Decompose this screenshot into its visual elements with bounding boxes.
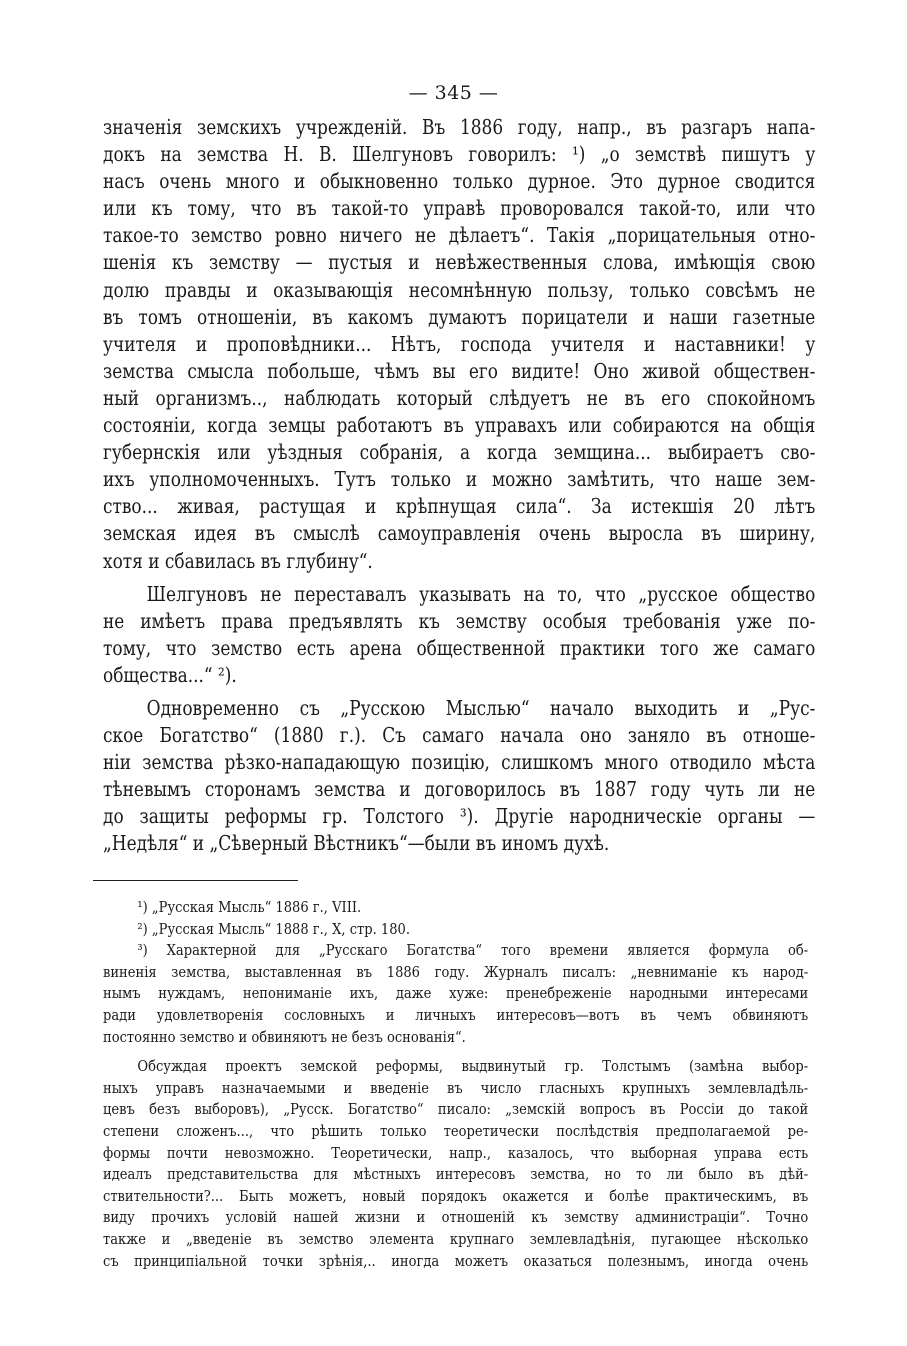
footnotes [103, 897, 809, 1272]
footnote-line: Обсуждая проектъ земской реформы, выдвинутый гр. Толстымъ (замѣна выбор- [137, 1057, 809, 1076]
footnote-line: постоянно земство и обвиняютъ не безъ основанія“. [103, 1027, 466, 1046]
text-line: такое-то земство ровно ничего не дѣлаетъ“. Такія „порицательныя отно- [103, 223, 816, 248]
text-line: ихъ уполномоченныхъ. Тутъ только и можно замѣтить, что наше зем- [103, 467, 816, 492]
text-line: значенія земскихъ учрежденій. Въ 1886 году, напр., въ разгаръ напа- [103, 115, 816, 139]
footnote-line: ствительности?... Быть можетъ, новый порядокъ окажется и болѣе практическимъ, въ [103, 1186, 809, 1205]
text-line: ское Богатство“ (1880 г.). Съ самаго начала оно заняло въ отноше- [103, 723, 816, 748]
text-line: „Недѣля“ и „Сѣверный Вѣстникъ“—были въ иномъ духѣ. [103, 831, 610, 856]
footnote-line: также и „введеніе въ земство элемента крупнаго землевладѣнія, пугающее нѣсколько [103, 1229, 809, 1248]
footnote-line: виду прочихъ условій нашей жизни и отношеній къ земству администраціи“. Точно [103, 1208, 809, 1227]
text-line: Одновременно съ „Русскою Мыслью“ начало выходить и „Рус- [146, 695, 816, 720]
footnote-line: ²) „Русская Мысль“ 1888 г., X, стр. 180. [137, 919, 411, 938]
footnote [103, 1056, 808, 1272]
text-line: тѣневымъ сторонамъ земства и договорилось въ 1887 году чуть ли не [103, 777, 816, 802]
footnote [103, 919, 808, 941]
footnote-line: идеалъ представительства для мѣстныхъ интересовъ земства, но то ли было въ дѣй- [103, 1165, 809, 1184]
text-line: губернскія или уѣздныя собранія, а когда земщина... выбираетъ сво- [103, 440, 816, 465]
footnote-separator [93, 880, 298, 881]
text-line: земства смысла побольше, чѣмъ вы его видите! Оно живой обществен- [103, 358, 816, 383]
text-line: шенія къ земству — пустыя и невѣжественныя слова, имѣющія свою [103, 250, 816, 275]
text-line: или къ тому, что въ такой-то управѣ проворовался такой-то, или что [103, 196, 816, 221]
text-line: Шелгуновъ не переставалъ указывать на то, что „русское общество [146, 581, 816, 606]
page-number: — 345 — [408, 82, 499, 104]
footnote-line: степени сложенъ..., что рѣшить только теоретически послѣдствія предполагаемой ре- [103, 1121, 809, 1140]
footnote-line: ¹) „Русская Мысль“ 1886 г., VIII. [137, 898, 362, 916]
body-paragraph [103, 695, 815, 858]
text-line: долю правды и оказывающія несомнѣнную пользу, только совсѣмъ не [103, 277, 816, 302]
footnote [103, 940, 808, 1048]
footnote-line: нымъ нуждамъ, непониманіе ихъ, даже хуже: пренебреженіе народными интересами [103, 984, 809, 1003]
text-line: тому, что земство есть арена общественной практики того же самаго [103, 635, 816, 660]
text-line: общества...“ ²). [103, 662, 237, 687]
text-line: хотя и сбавилась въ глубину“. [103, 548, 373, 573]
footnote-line: цевъ безъ выборовъ), „Русск. Богатство“ писало: „земскій вопросъ въ Россіи до такой [103, 1100, 809, 1119]
text-line: не имѣетъ права предъявлять къ земству особыя требованія уже по- [103, 608, 816, 633]
footnote-line: ныхъ управъ назначаемыми и введеніе въ число гласныхъ крупныхъ землевладѣль- [103, 1078, 809, 1097]
footnote-line: ³) Характерной для „Русскаго Богатства“ того времени является формула об- [137, 941, 809, 960]
main-text [103, 114, 816, 858]
footnote-line: формы почти невозможно. Теоретически, напр., казалось, что выборная управа есть [103, 1143, 809, 1162]
text-line: ство... живая, растущая и крѣпнущая сила“. За истекшія 20 лѣтъ [103, 494, 816, 519]
text-line: до защиты реформы гр. Толстого ³). Другіе народническіе органы — [103, 804, 816, 829]
text-line: насъ очень много и обыкновенно только дурное. Это дурное сводится [103, 169, 816, 194]
footnote [103, 897, 808, 919]
text-line: земская идея въ смыслѣ самоуправленія очень выросла въ ширину, [103, 521, 816, 546]
text-line: учителя и проповѣдники... Нѣтъ, господа учителя и наставники! у [103, 331, 816, 356]
footnote-line: съ принципіальной точки зрѣнія,.. иногда можетъ оказаться полезнымъ, иногда очень [103, 1251, 809, 1270]
footnote-line: ради удовлетворенія сословныхъ и личныхъ интересовъ—вотъ въ чемъ обвиняютъ [103, 1005, 809, 1024]
text-line: въ томъ отношеніи, въ какомъ думаютъ порицатели и наши газетные [103, 304, 816, 329]
footnote-line: виненія земства, выставленная въ 1886 году. Журналъ писалъ: „невниманіе къ народ- [103, 962, 809, 981]
text-line: докъ на земства Н. В. Шелгуновъ говорилъ: ¹) „о земствѣ пишутъ у [103, 142, 816, 167]
body-paragraph [103, 581, 815, 689]
text-line: ный организмъ.., наблюдать который слѣдуетъ не въ его спокойномъ [103, 385, 816, 410]
text-line: ніи земства рѣзко-нападающую позицію, слишкомъ много отводило мѣста [103, 750, 816, 775]
body-paragraph [103, 114, 815, 575]
text-line: состояніи, когда земцы работаютъ въ управахъ или собираются на общія [103, 413, 816, 438]
